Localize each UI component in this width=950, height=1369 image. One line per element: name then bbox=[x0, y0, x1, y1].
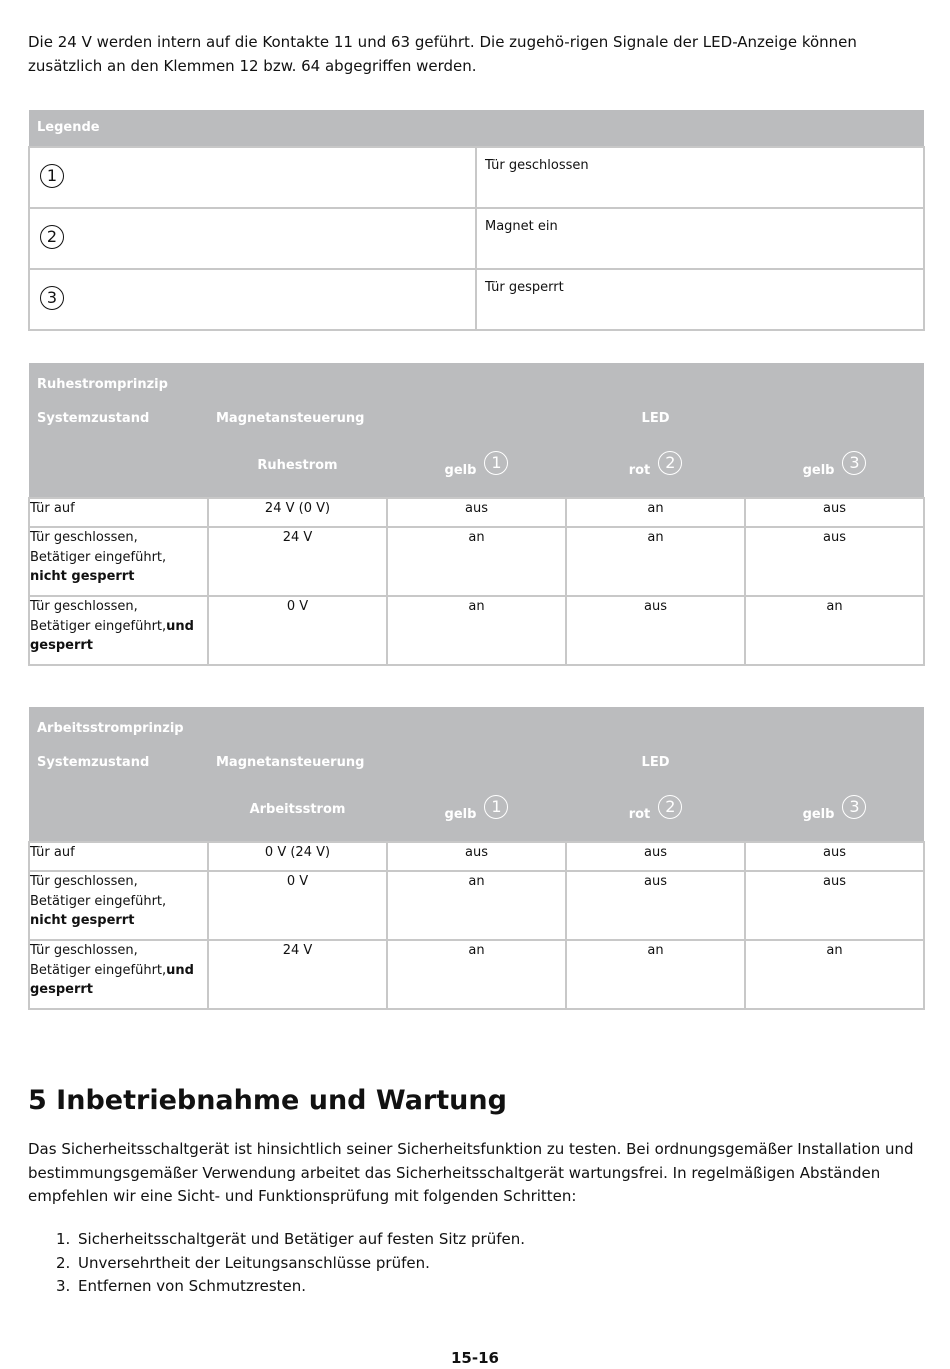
subheader-led-1 bbox=[387, 779, 566, 842]
list-number: 3. bbox=[56, 1277, 71, 1295]
table-title: Ruhestromprinzip bbox=[29, 363, 924, 403]
circled-number-3-icon: 3 bbox=[842, 451, 866, 475]
led-cell: an bbox=[745, 596, 924, 665]
table-row bbox=[29, 940, 924, 1009]
legend-text: Magnet ein bbox=[476, 208, 924, 269]
arbeitsstrom-table bbox=[28, 707, 925, 1010]
subheader-led-2 bbox=[566, 435, 745, 498]
section-paragraph: Das Sicherheitsschaltgerät ist hinsichtlich seiner Sicherheitsfunktion zu testen. Bei ordnungsgemäßer Installation und bestimmungsgemäßer Verwendung arbeitet das Sicherheitsschaltgerät wartungsfrei. In regelmäßigen Abständen empfehlen wir eine Sicht- und Funktionsprüfung mit folgenden Schritten: bbox=[28, 1140, 914, 1205]
state-emphasis: und bbox=[166, 962, 194, 978]
table-row bbox=[29, 871, 924, 940]
column-header-state: Systemzustand bbox=[29, 747, 208, 779]
led-cell: aus bbox=[566, 871, 745, 940]
led-cell: aus bbox=[387, 842, 566, 871]
subheader-led-2 bbox=[566, 779, 745, 842]
led-cell: an bbox=[566, 527, 745, 596]
state-cell bbox=[29, 871, 208, 940]
subheader-led-1 bbox=[387, 435, 566, 498]
steps-list bbox=[28, 1228, 525, 1299]
legend-number-cell bbox=[29, 147, 476, 208]
state-cell bbox=[29, 527, 208, 596]
legend-text: Tür geschlossen bbox=[476, 147, 924, 208]
state-emphasis: und bbox=[166, 618, 194, 634]
led-label: gelb bbox=[802, 463, 835, 479]
state-cell bbox=[29, 596, 208, 665]
circled-number-2-icon: 2 bbox=[40, 225, 64, 249]
led-cell: an bbox=[387, 940, 566, 1009]
subheader-magnet: Arbeitsstrom bbox=[208, 779, 387, 842]
state-line: Tür geschlossen, bbox=[30, 530, 138, 545]
led-cell: aus bbox=[745, 842, 924, 871]
state-cell: Tür auf bbox=[29, 842, 208, 871]
column-header-magnet: Magnetansteuerung bbox=[208, 403, 387, 435]
legend-number-cell bbox=[29, 208, 476, 269]
state-line: Tür geschlossen, bbox=[30, 874, 138, 889]
led-cell: aus bbox=[387, 498, 566, 527]
list-text: Sicherheitsschaltgerät und Betätiger auf festen Sitz prüfen. bbox=[78, 1230, 526, 1248]
legend-table bbox=[28, 110, 925, 331]
intro-paragraph: Die 24 V werden intern auf die Kontakte 11 und 63 geführt. Die zugehö-rigen Signale der LED-Anzeige können zusätzlich an den Klemmen 12 bzw. 64 abgegriffen werden. bbox=[28, 33, 857, 75]
circled-number-1-icon: 1 bbox=[40, 164, 64, 188]
led-cell: aus bbox=[566, 842, 745, 871]
led-cell: aus bbox=[745, 871, 924, 940]
legend-number-cell bbox=[29, 269, 476, 330]
list-number: 2. bbox=[56, 1253, 71, 1272]
led-cell: an bbox=[745, 940, 924, 1009]
led-cell: aus bbox=[745, 527, 924, 596]
state-emphasis: gesperrt bbox=[30, 638, 94, 653]
state-line: Betätiger eingeführt, bbox=[30, 549, 167, 565]
state-line: Betätiger eingeführt, bbox=[30, 962, 167, 978]
list-item bbox=[28, 1252, 525, 1276]
magnet-cell: 24 V bbox=[208, 527, 387, 596]
subheader-led-3 bbox=[745, 435, 924, 498]
list-item bbox=[28, 1275, 525, 1299]
state-line: Betätiger eingeführt, bbox=[30, 893, 167, 909]
led-cell: an bbox=[387, 596, 566, 665]
led-cell: an bbox=[387, 527, 566, 596]
state-line: Tür geschlossen, bbox=[30, 599, 138, 614]
list-text: Unversehrtheit der Leitungsanschlüsse prüfen. bbox=[78, 1253, 430, 1272]
state-line: Betätiger eingeführt, bbox=[30, 618, 167, 634]
led-cell: an bbox=[566, 498, 745, 527]
led-cell: an bbox=[387, 871, 566, 940]
table-row bbox=[29, 596, 924, 665]
state-emphasis: nicht gesperrt bbox=[30, 913, 135, 928]
state-line: Tür geschlossen, bbox=[30, 943, 138, 958]
circled-number-1-icon: 1 bbox=[484, 451, 508, 475]
led-label: rot bbox=[628, 463, 651, 479]
column-header-state: Systemzustand bbox=[29, 403, 208, 435]
column-header-magnet: Magnetansteuerung bbox=[208, 747, 387, 779]
led-label: gelb bbox=[444, 807, 477, 823]
header-spacer bbox=[29, 779, 208, 842]
ruhestrom-table bbox=[28, 363, 925, 666]
legend-title: Legende bbox=[29, 110, 924, 147]
state-cell bbox=[29, 940, 208, 1009]
subheader-led-3 bbox=[745, 779, 924, 842]
state-emphasis: gesperrt bbox=[30, 982, 94, 997]
led-label: rot bbox=[628, 807, 651, 823]
magnet-cell: 0 V bbox=[208, 596, 387, 665]
header-spacer bbox=[29, 435, 208, 498]
table-row bbox=[29, 842, 924, 871]
legend-text: Tür gesperrt bbox=[476, 269, 924, 330]
magnet-cell: 24 V bbox=[208, 940, 387, 1009]
led-label: gelb bbox=[802, 807, 835, 823]
table-row bbox=[29, 527, 924, 596]
circled-number-2-icon: 2 bbox=[658, 795, 682, 819]
list-item bbox=[28, 1228, 525, 1252]
table-title: Arbeitsstromprinzip bbox=[29, 707, 924, 747]
column-header-led: LED bbox=[387, 403, 924, 435]
section-heading: 5 Inbetriebnahme und Wartung bbox=[28, 1085, 507, 1116]
led-cell: aus bbox=[566, 596, 745, 665]
led-label: gelb bbox=[444, 463, 477, 479]
column-header-led: LED bbox=[387, 747, 924, 779]
circled-number-3-icon: 3 bbox=[842, 795, 866, 819]
table-row bbox=[29, 498, 924, 527]
list-text: Entfernen von Schmutzresten. bbox=[78, 1277, 307, 1295]
subheader-magnet: Ruhestrom bbox=[208, 435, 387, 498]
circled-number-1-icon: 1 bbox=[484, 795, 508, 819]
magnet-cell: 24 V (0 V) bbox=[208, 498, 387, 527]
list-number: 1. bbox=[56, 1230, 71, 1248]
led-cell: an bbox=[566, 940, 745, 1009]
page-number: 15-16 bbox=[451, 1349, 499, 1367]
led-cell: aus bbox=[745, 498, 924, 527]
magnet-cell: 0 V (24 V) bbox=[208, 842, 387, 871]
state-cell: Tür auf bbox=[29, 498, 208, 527]
state-emphasis: nicht gesperrt bbox=[30, 569, 135, 584]
circled-number-2-icon: 2 bbox=[658, 451, 682, 475]
circled-number-3-icon: 3 bbox=[40, 286, 64, 310]
magnet-cell: 0 V bbox=[208, 871, 387, 940]
